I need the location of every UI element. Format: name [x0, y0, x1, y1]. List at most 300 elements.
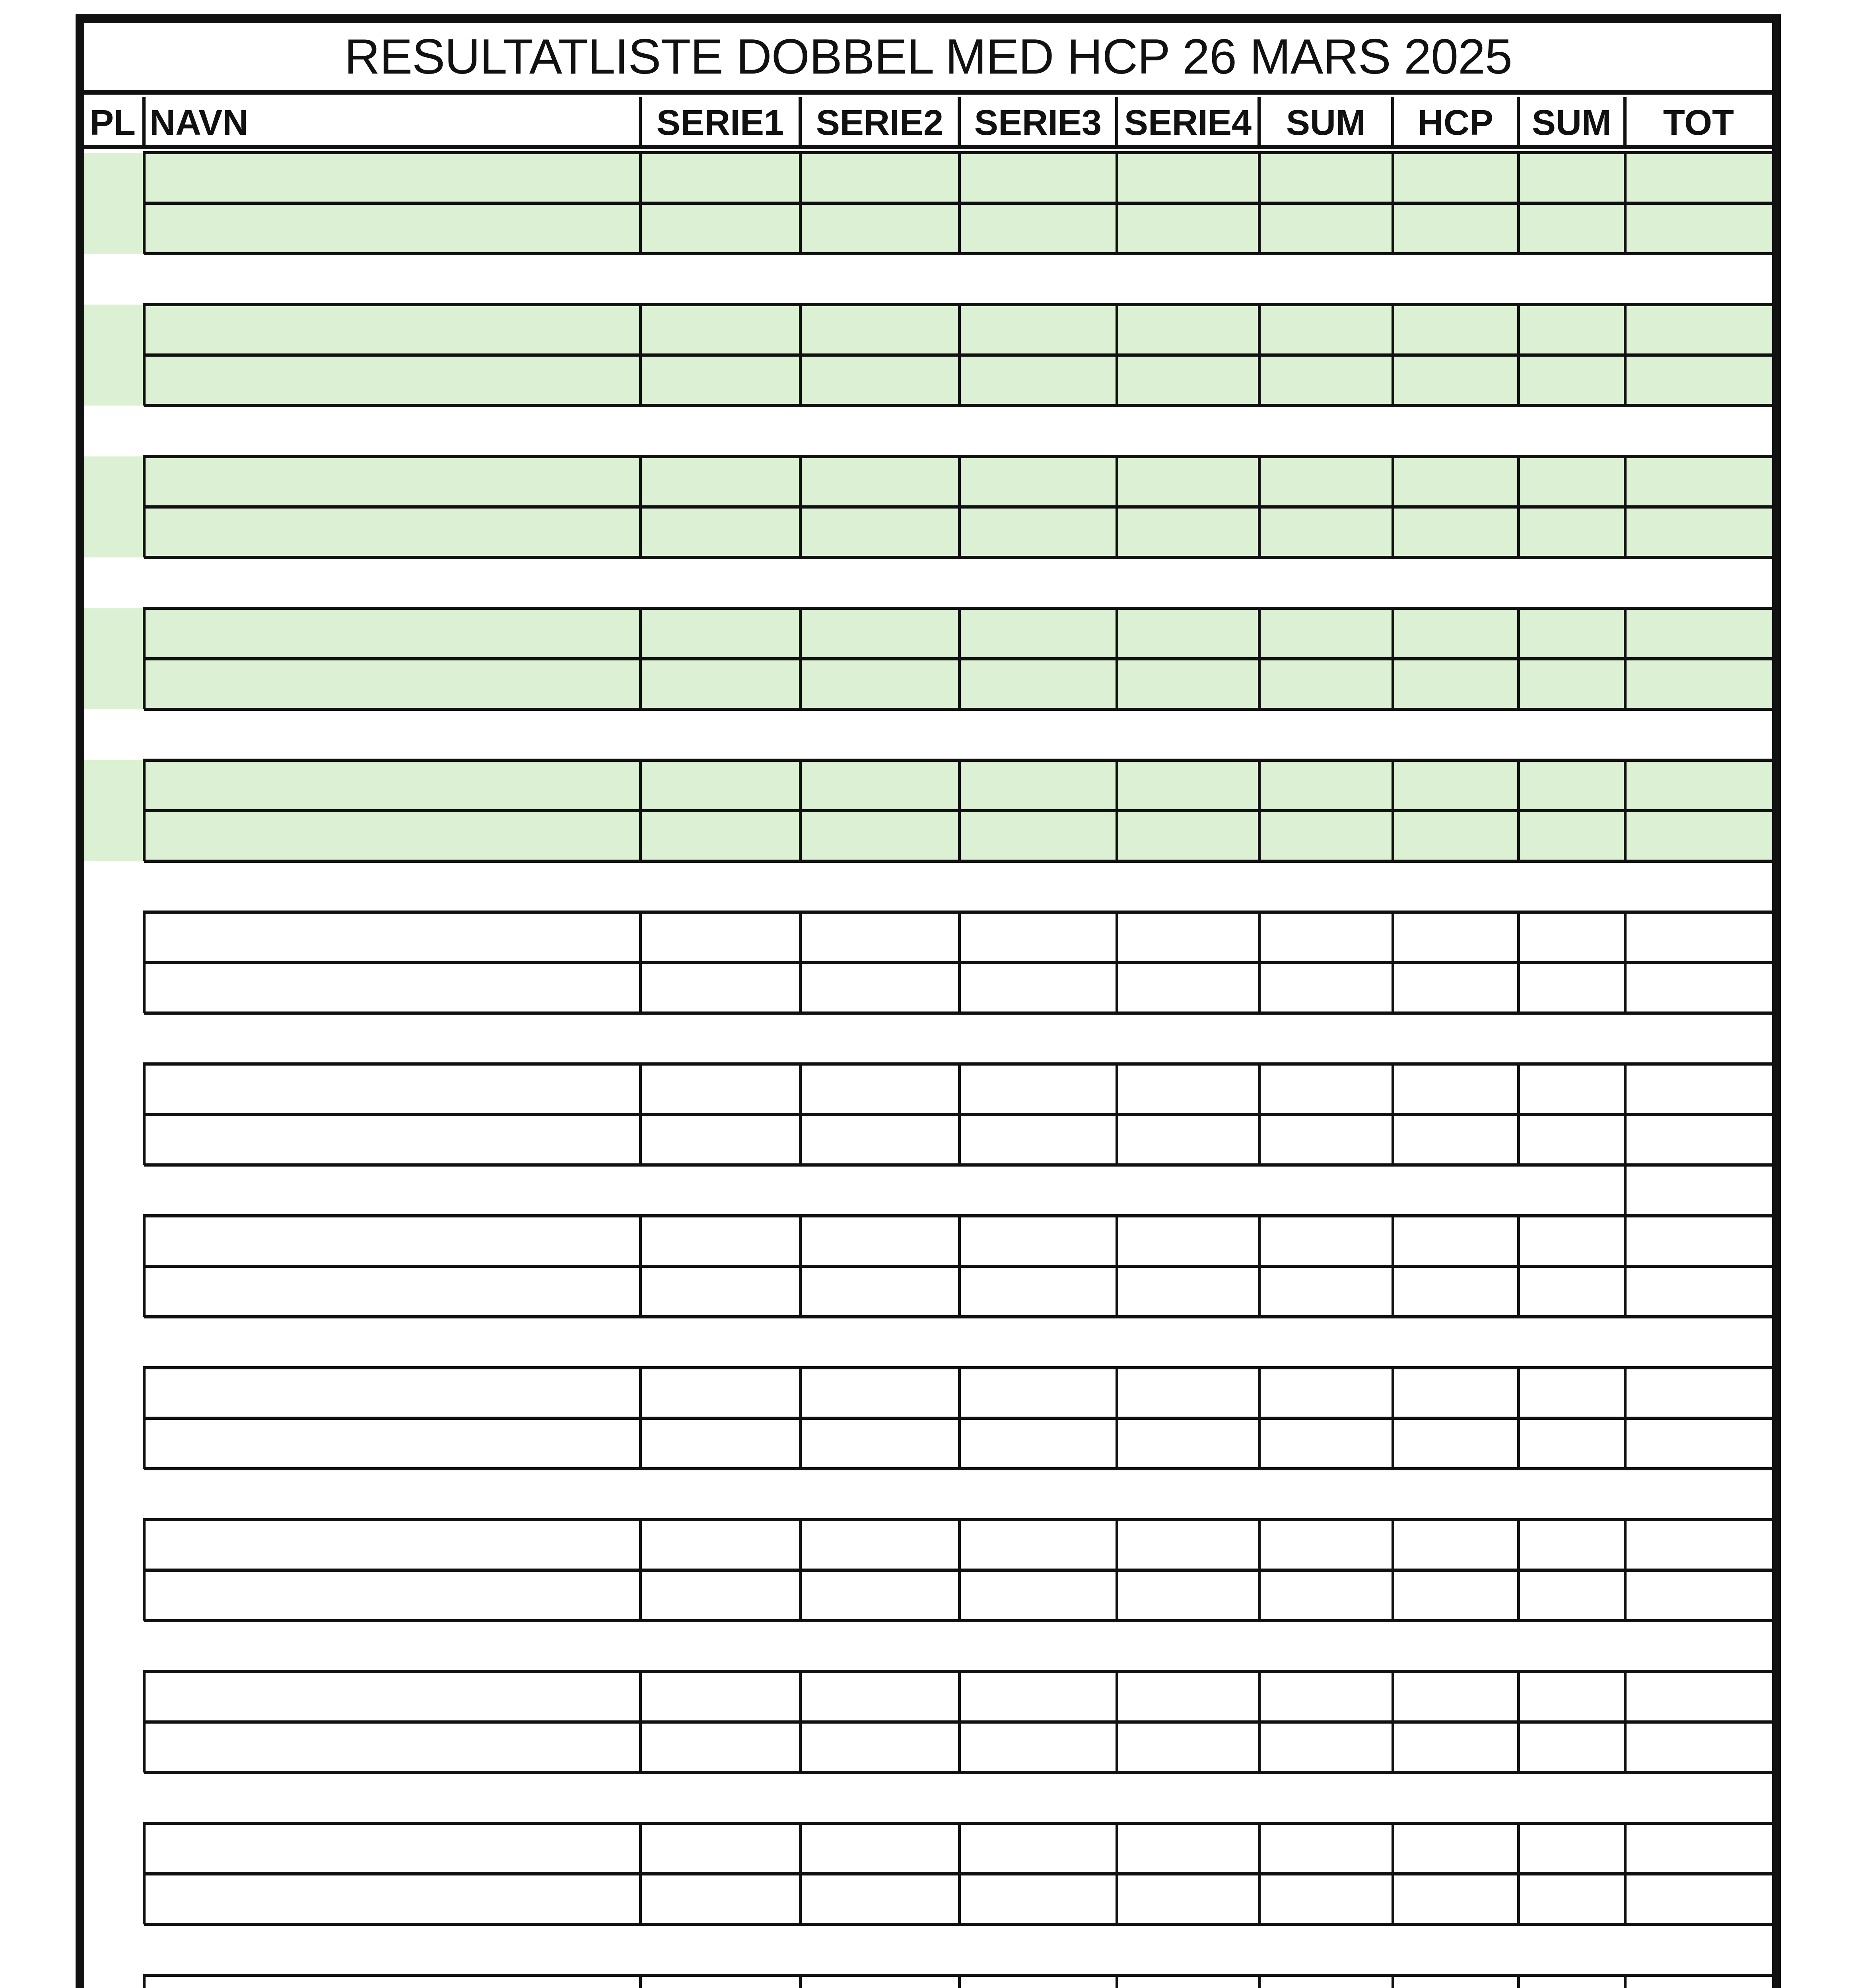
column-divider — [639, 151, 642, 254]
score-hcp — [1393, 661, 1518, 712]
score-s1 — [640, 1522, 800, 1573]
serie2-header: SERIE2 — [816, 103, 944, 143]
score-tot — [1518, 155, 1625, 206]
score-s3 — [959, 1421, 1117, 1471]
team-total — [1625, 1876, 1772, 1927]
team-total — [1625, 965, 1772, 1015]
score-s4 — [1117, 1674, 1259, 1724]
score-sum — [1259, 661, 1393, 712]
score-s3 — [959, 1218, 1117, 1269]
score-sum — [1259, 1066, 1393, 1117]
score-s2 — [800, 965, 959, 1015]
team-total — [1625, 1269, 1772, 1319]
column-divider — [143, 911, 146, 1013]
score-s3 — [959, 813, 1117, 864]
column-divider — [143, 759, 146, 861]
score-s1 — [640, 1724, 800, 1775]
score-s2 — [800, 1826, 959, 1876]
column-divider — [958, 1518, 961, 1621]
score-s1 — [640, 1573, 800, 1623]
team-rank — [84, 307, 144, 357]
score-tot — [1518, 1724, 1625, 1775]
column-divider — [1517, 607, 1520, 709]
column-divider — [1624, 607, 1627, 709]
column-divider — [1258, 1974, 1261, 1988]
team-rank — [84, 763, 144, 813]
score-s4 — [1117, 206, 1259, 256]
player-name — [144, 509, 640, 560]
score-s2 — [800, 661, 959, 712]
score-tot — [1518, 1066, 1625, 1117]
column-divider — [1116, 303, 1118, 406]
team-rank — [84, 459, 144, 509]
column-divider — [799, 1062, 802, 1165]
player-name — [144, 155, 640, 206]
column-divider — [1258, 303, 1261, 406]
score-s3 — [959, 1066, 1117, 1117]
column-divider — [143, 1214, 146, 1317]
column-divider — [958, 759, 961, 861]
score-tot — [1518, 813, 1625, 864]
serie3-header: SERIE3 — [974, 103, 1102, 143]
column-divider — [639, 1366, 642, 1469]
column-divider — [639, 911, 642, 1013]
score-s4 — [1117, 509, 1259, 560]
score-s4 — [1117, 1876, 1259, 1927]
column-divider — [639, 1974, 642, 1988]
score-hcp — [1393, 1421, 1518, 1471]
score-sum — [1259, 509, 1393, 560]
score-s4 — [1117, 1522, 1259, 1573]
score-s4 — [1117, 307, 1259, 357]
column-divider — [1258, 759, 1261, 861]
column-divider — [1116, 1822, 1118, 1924]
player-name — [144, 1370, 640, 1421]
score-sum — [1259, 459, 1393, 509]
score-hcp — [1393, 1573, 1518, 1623]
serie4-header: SERIE4 — [1124, 103, 1252, 143]
score-s1 — [640, 1674, 800, 1724]
score-tot — [1518, 1876, 1625, 1927]
score-s4 — [1117, 1978, 1259, 1988]
column-divider — [958, 1214, 961, 1317]
column-divider — [1392, 455, 1394, 557]
column-divider — [958, 455, 961, 557]
score-tot — [1518, 1218, 1625, 1269]
score-sum — [1259, 1826, 1393, 1876]
score-s1 — [640, 661, 800, 712]
column-divider — [1392, 1822, 1394, 1924]
score-s3 — [959, 206, 1117, 256]
tot-lag-spacer-edge — [1624, 1165, 1627, 1215]
column-divider — [1517, 151, 1520, 254]
score-tot — [1518, 914, 1625, 965]
score-s3 — [959, 509, 1117, 560]
player-name — [144, 1876, 640, 1927]
score-s4 — [1117, 1066, 1259, 1117]
score-hcp — [1393, 1269, 1518, 1319]
column-divider — [143, 1518, 146, 1621]
player-name — [144, 459, 640, 509]
score-s2 — [800, 813, 959, 864]
score-hcp — [1393, 1674, 1518, 1724]
column-divider — [1517, 303, 1520, 406]
score-sum — [1259, 1370, 1393, 1421]
team-total — [1625, 1573, 1772, 1623]
column-divider — [1624, 1670, 1627, 1773]
score-tot — [1518, 611, 1625, 661]
score-tot — [1518, 1522, 1625, 1573]
column-divider — [639, 1822, 642, 1924]
column-divider — [1116, 1366, 1118, 1469]
column-divider — [958, 911, 961, 1013]
column-divider — [1392, 1670, 1394, 1773]
team-rank — [84, 1826, 144, 1876]
score-s3 — [959, 357, 1117, 408]
column-divider — [1517, 1974, 1520, 1988]
header-column-divider — [639, 97, 642, 149]
player-name — [144, 206, 640, 256]
column-divider — [799, 455, 802, 557]
column-divider — [1116, 455, 1118, 557]
column-divider — [1392, 911, 1394, 1013]
column-divider — [1392, 151, 1394, 254]
score-s4 — [1117, 1218, 1259, 1269]
score-tot — [1518, 1978, 1625, 1988]
column-divider — [143, 1670, 146, 1773]
column-divider — [1258, 1214, 1261, 1317]
column-divider — [799, 1670, 802, 1773]
team-rank — [84, 1370, 144, 1421]
column-divider — [799, 911, 802, 1013]
score-s2 — [800, 1117, 959, 1167]
score-s4 — [1117, 357, 1259, 408]
score-tot — [1518, 206, 1625, 256]
column-divider — [1624, 911, 1627, 1013]
name-header: NAVN — [150, 103, 249, 143]
score-s3 — [959, 155, 1117, 206]
score-tot — [1518, 661, 1625, 712]
score-tot — [1518, 1826, 1625, 1876]
column-divider — [1517, 1062, 1520, 1165]
column-divider — [1392, 1062, 1394, 1165]
score-s2 — [800, 763, 959, 813]
pl-header: PL — [90, 103, 136, 143]
hcp-header: HCP — [1417, 103, 1494, 143]
column-divider — [958, 151, 961, 254]
score-tot — [1518, 1269, 1625, 1319]
team-rank — [84, 1066, 144, 1117]
team-total — [1625, 813, 1772, 864]
score-tot — [1518, 459, 1625, 509]
score-s3 — [959, 1573, 1117, 1623]
column-divider — [799, 1214, 802, 1317]
player-name — [144, 1269, 640, 1319]
score-hcp — [1393, 611, 1518, 661]
column-divider — [1258, 1670, 1261, 1773]
score-s3 — [959, 459, 1117, 509]
score-sum — [1259, 611, 1393, 661]
score-tot — [1518, 1421, 1625, 1471]
score-s1 — [640, 1876, 800, 1927]
player-name — [144, 1724, 640, 1775]
team-total — [1625, 509, 1772, 560]
sum-total-header: SUM — [1532, 103, 1611, 143]
score-tot — [1518, 1117, 1625, 1167]
player-name — [144, 1674, 640, 1724]
score-s1 — [640, 155, 800, 206]
column-divider — [958, 1366, 961, 1469]
column-divider — [958, 303, 961, 406]
column-divider — [1258, 1822, 1261, 1924]
score-hcp — [1393, 763, 1518, 813]
score-s3 — [959, 1978, 1117, 1988]
score-hcp — [1393, 1826, 1518, 1876]
team-rank — [84, 1674, 144, 1724]
score-s1 — [640, 914, 800, 965]
score-tot — [1518, 1573, 1625, 1623]
score-s2 — [800, 1674, 959, 1724]
score-s3 — [959, 1370, 1117, 1421]
column-divider — [143, 607, 146, 709]
score-hcp — [1393, 1978, 1518, 1988]
column-divider — [143, 1062, 146, 1165]
column-divider — [1517, 1366, 1520, 1469]
column-divider — [639, 1518, 642, 1621]
team-rank — [84, 1522, 144, 1573]
score-s4 — [1117, 914, 1259, 965]
score-tot — [1518, 357, 1625, 408]
score-sum — [1259, 1522, 1393, 1573]
column-divider — [1517, 1670, 1520, 1773]
score-s2 — [800, 1269, 959, 1319]
score-hcp — [1393, 1370, 1518, 1421]
column-divider — [1258, 1062, 1261, 1165]
score-s3 — [959, 1876, 1117, 1927]
score-s1 — [640, 1826, 800, 1876]
column-divider — [1116, 1214, 1118, 1317]
score-hcp — [1393, 813, 1518, 864]
team-rank — [84, 1978, 144, 1988]
column-divider — [799, 151, 802, 254]
score-sum — [1259, 1421, 1393, 1471]
team-total — [1625, 661, 1772, 712]
score-hcp — [1393, 509, 1518, 560]
score-s2 — [800, 611, 959, 661]
player-name — [144, 307, 640, 357]
column-divider — [799, 1974, 802, 1988]
column-divider — [799, 1366, 802, 1469]
score-s1 — [640, 1978, 800, 1988]
score-s3 — [959, 914, 1117, 965]
player-name — [144, 1117, 640, 1167]
column-divider — [1258, 607, 1261, 709]
score-s4 — [1117, 965, 1259, 1015]
column-divider — [1392, 1366, 1394, 1469]
player-name — [144, 1573, 640, 1623]
column-divider — [1624, 1974, 1627, 1988]
score-s1 — [640, 1066, 800, 1117]
score-sum — [1259, 1724, 1393, 1775]
score-s3 — [959, 1724, 1117, 1775]
column-divider — [799, 1822, 802, 1924]
score-s2 — [800, 509, 959, 560]
header-column-divider — [958, 97, 961, 149]
column-divider — [639, 1214, 642, 1317]
score-s2 — [800, 1573, 959, 1623]
column-divider — [1392, 1518, 1394, 1621]
score-s2 — [800, 1370, 959, 1421]
score-s4 — [1117, 1370, 1259, 1421]
score-tot — [1518, 1370, 1625, 1421]
score-sum — [1259, 763, 1393, 813]
team-rank — [84, 1218, 144, 1269]
score-sum — [1259, 1218, 1393, 1269]
header-column-divider — [1517, 97, 1520, 149]
column-divider — [1517, 759, 1520, 861]
score-sum — [1259, 1978, 1393, 1988]
column-divider — [1624, 1822, 1627, 1924]
team-rank — [84, 914, 144, 965]
column-divider — [1116, 151, 1118, 254]
column-divider — [639, 455, 642, 557]
player-name — [144, 357, 640, 408]
column-divider — [1624, 151, 1627, 254]
player-name — [144, 914, 640, 965]
score-sum — [1259, 1117, 1393, 1167]
player-name — [144, 813, 640, 864]
column-divider — [639, 1062, 642, 1165]
player-name — [144, 661, 640, 712]
score-hcp — [1393, 965, 1518, 1015]
sum-header: SUM — [1286, 103, 1366, 143]
score-s2 — [800, 1724, 959, 1775]
column-divider — [1392, 607, 1394, 709]
column-divider — [799, 607, 802, 709]
score-s2 — [800, 1522, 959, 1573]
score-s1 — [640, 1117, 800, 1167]
column-divider — [1116, 1974, 1118, 1988]
header-column-divider — [1391, 97, 1394, 149]
score-s1 — [640, 1218, 800, 1269]
column-divider — [1624, 1062, 1627, 1165]
player-name — [144, 1522, 640, 1573]
score-sum — [1259, 1674, 1393, 1724]
column-divider — [1624, 1518, 1627, 1621]
score-s4 — [1117, 1573, 1259, 1623]
score-s1 — [640, 965, 800, 1015]
score-s1 — [640, 459, 800, 509]
column-divider — [143, 1366, 146, 1469]
header-column-divider — [1623, 97, 1627, 149]
column-divider — [639, 607, 642, 709]
score-sum — [1259, 206, 1393, 256]
score-hcp — [1393, 459, 1518, 509]
score-s1 — [640, 206, 800, 256]
column-divider — [958, 1670, 961, 1773]
column-divider — [799, 303, 802, 406]
score-s2 — [800, 1218, 959, 1269]
score-s4 — [1117, 813, 1259, 864]
header-column-divider — [1257, 97, 1261, 149]
score-s1 — [640, 357, 800, 408]
score-s3 — [959, 1117, 1117, 1167]
score-s3 — [959, 611, 1117, 661]
score-s3 — [959, 1826, 1117, 1876]
column-divider — [1116, 911, 1118, 1013]
score-hcp — [1393, 914, 1518, 965]
column-divider — [1624, 759, 1627, 861]
score-s2 — [800, 206, 959, 256]
column-divider — [799, 759, 802, 861]
score-s1 — [640, 1370, 800, 1421]
column-divider — [1392, 759, 1394, 861]
score-hcp — [1393, 357, 1518, 408]
score-sum — [1259, 1876, 1393, 1927]
score-hcp — [1393, 1876, 1518, 1927]
score-tot — [1518, 965, 1625, 1015]
header-column-divider — [1115, 97, 1118, 149]
score-s1 — [640, 307, 800, 357]
column-divider — [143, 455, 146, 557]
player-name — [144, 965, 640, 1015]
score-s3 — [959, 763, 1117, 813]
header-column-divider — [799, 97, 802, 149]
score-sum — [1259, 357, 1393, 408]
score-hcp — [1393, 1218, 1518, 1269]
column-divider — [1116, 607, 1118, 709]
score-s1 — [640, 509, 800, 560]
column-divider — [143, 303, 146, 406]
column-divider — [639, 759, 642, 861]
score-sum — [1259, 1269, 1393, 1319]
score-hcp — [1393, 1522, 1518, 1573]
tot-lag-spacer-line — [1625, 1214, 1772, 1217]
score-hcp — [1393, 206, 1518, 256]
player-name — [144, 1978, 640, 1988]
score-s4 — [1117, 459, 1259, 509]
player-name — [144, 611, 640, 661]
score-s3 — [959, 307, 1117, 357]
column-divider — [958, 1822, 961, 1924]
column-divider — [143, 151, 146, 254]
column-divider — [143, 1822, 146, 1924]
column-divider — [1517, 1518, 1520, 1621]
team-total — [1625, 206, 1772, 256]
score-s2 — [800, 357, 959, 408]
score-tot — [1518, 509, 1625, 560]
score-s1 — [640, 1421, 800, 1471]
column-divider — [143, 1974, 146, 1988]
column-divider — [958, 607, 961, 709]
player-name — [144, 1066, 640, 1117]
column-divider — [639, 303, 642, 406]
team-total — [1625, 357, 1772, 408]
score-s4 — [1117, 1117, 1259, 1167]
score-s3 — [959, 1674, 1117, 1724]
score-s4 — [1117, 1421, 1259, 1471]
column-divider — [1116, 1062, 1118, 1165]
column-divider — [1116, 759, 1118, 861]
score-tot — [1518, 763, 1625, 813]
column-divider — [1392, 1214, 1394, 1317]
score-s2 — [800, 1421, 959, 1471]
score-hcp — [1393, 1117, 1518, 1167]
column-divider — [1624, 303, 1627, 406]
score-s4 — [1117, 661, 1259, 712]
tot-lag-header: TOT — [1663, 103, 1734, 143]
score-s2 — [800, 155, 959, 206]
